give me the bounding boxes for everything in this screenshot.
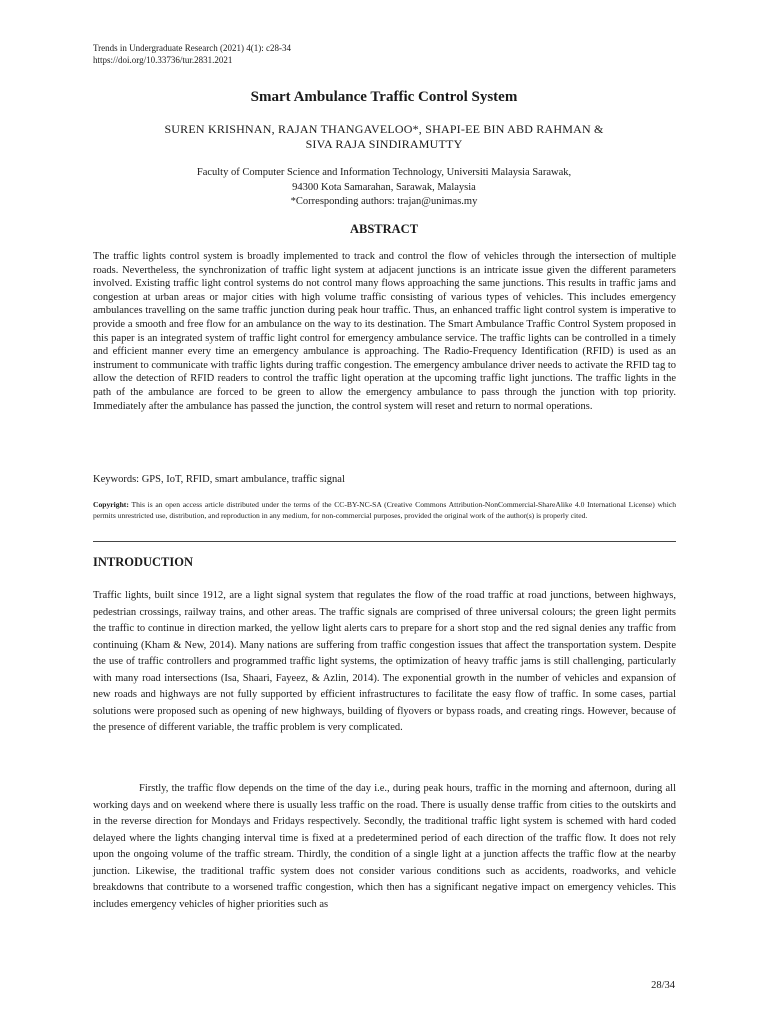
abstract-heading: ABSTRACT	[349, 222, 419, 236]
page-number: 28/34	[651, 980, 675, 991]
authors-line-1: SUREN KRISHNAN, RAJAN THANGAVELOO*, SHAPI-EE BIN ABD RAHMAN &	[164, 122, 604, 136]
introduction-paragraph-1: Traffic lights, built since 1912, are a light signal system that regulates the flow of the road traffic at road junctions, between highways, pedestrian crossings, railway trains, and other areas. The traffic signals are comprised of three universal colours; the green light permits the traffic to continue in direction marked, the yellow light alerts cars to prepare for a short stop and the red signal denies any traffic from continuing (Kham & New, 2014). Many nations are suffering from traffic congestion issues that affect the transportation system. Despite the use of traffic controllers and programmed traffic light systems, the optimization of heavy traffic jams is still challenging, particularly with many road intersections (Isa, Shaari, Fayeez, & Azlin, 2014). The exponential growth in the number of vehicles and expansion of new roads and highways are not fully supported by efficient infrastructures to facilitate the easy flow of traffic. In some cases, partial solutions were proposed such as opening of new highways, building of flyovers or bypass roads, and creating rings. However, because of the presence of different variable, the traffic problem is very complicated.	[93, 590, 676, 733]
journal-citation: Trends in Undergraduate Research (2021) 4(1): c28-34	[93, 43, 291, 53]
introduction-heading: INTRODUCTION	[93, 555, 194, 569]
abstract-text: The traffic lights control system is broadly implemented to track and control the flow of vehicles through the intersection of multiple roads. Nevertheless, the synchronization of traffic light system at adjacent junctions is an intricate issue given the different parameters involved. Existing traffic light control systems do not control many flows approaching the same junctions. This results in traffic jams and congestion at urban areas or major cities with high volume traffic consisting of various types of vehicles. This includes emergency ambulances travelling on the same traffic junction during peak hour traffic. Thus, an enhanced traffic light control system is imperative to provide a smooth and free flow for an ambulance on the way to its destination. The Smart Ambulance Traffic Control System proposed in this paper is an integrated system of traffic light control for emergency ambulance service. The traffic lights can be controlled in a timely and efficient manner every time an emergency ambulance is approaching. The Radio-Frequency Identification (RFID) is used as an instrument to communicate with traffic lights during traffic congestion. The emergency ambulance driver needs to activate the RFID tag to allow the detection of RFID readers to control the traffic light operation at the upcoming traffic light junctions. The traffic lights in the path of the ambulance are forced to be green to allow the emergency ambulance to pass through the junction with top priority. Immediately after the ambulance has passed the junction, the control system will reset and return to normal operations.	[93, 251, 676, 412]
copyright-label: Copyright:	[93, 500, 129, 509]
corresponding-author: *Corresponding authors: trajan@unimas.my	[290, 196, 478, 207]
copyright-notice	[93, 499, 676, 521]
copyright-text: This is an open access article distributed under the terms of the CC-BY-NC-SA (Creative Commons Attribution-NonCommercial-ShareAlike 4.0 International License) which permits unrestricted use, distribution, and reproduction in any medium, for non-commercial purposes, provided the original work of the author(s) is properly cited.	[93, 500, 676, 520]
section-divider	[93, 541, 676, 542]
introduction-paragraph-2: Firstly, the traffic flow depends on the time of the day i.e., during peak hours, traffic in the morning and afternoon, during all working days and on weekend where there is usually less traffic on the road. There is usually dense traffic from cities to the outskirts and in the reverse direction for Mondays and Fridays respectively. Secondly, the traditional traffic light system is schemed with hard coded delayed where the lights changing interval time is fixed at a predetermined period of each direction of the traffic flow. It does not rely upon the ongoing volume of the traffic stream. Thirdly, the condition of a single light at a junction affects the traffic flow at the nearby junction. Likewise, the traditional traffic system does not consider various conditions such as accidents, roadworks, and vehicle breakdowns that contribute to a worsened traffic congestion, which then has a significant negative impact on emergency vehicles. This includes emergency vehicles of higher priorities such as	[93, 783, 676, 910]
paper-title: Smart Ambulance Traffic Control System	[250, 89, 518, 105]
doi-link[interactable]: https://doi.org/10.33736/tur.2831.2021	[93, 55, 233, 65]
keywords: Keywords: GPS, IoT, RFID, smart ambulance, traffic signal	[93, 474, 345, 485]
affiliation-line-2: 94300 Kota Samarahan, Sarawak, Malaysia	[292, 182, 476, 193]
authors-line-2: SIVA RAJA SINDIRAMUTTY	[305, 137, 463, 151]
affiliation-line-1: Faculty of Computer Science and Information Technology, Universiti Malaysia Sarawak,	[196, 167, 572, 178]
